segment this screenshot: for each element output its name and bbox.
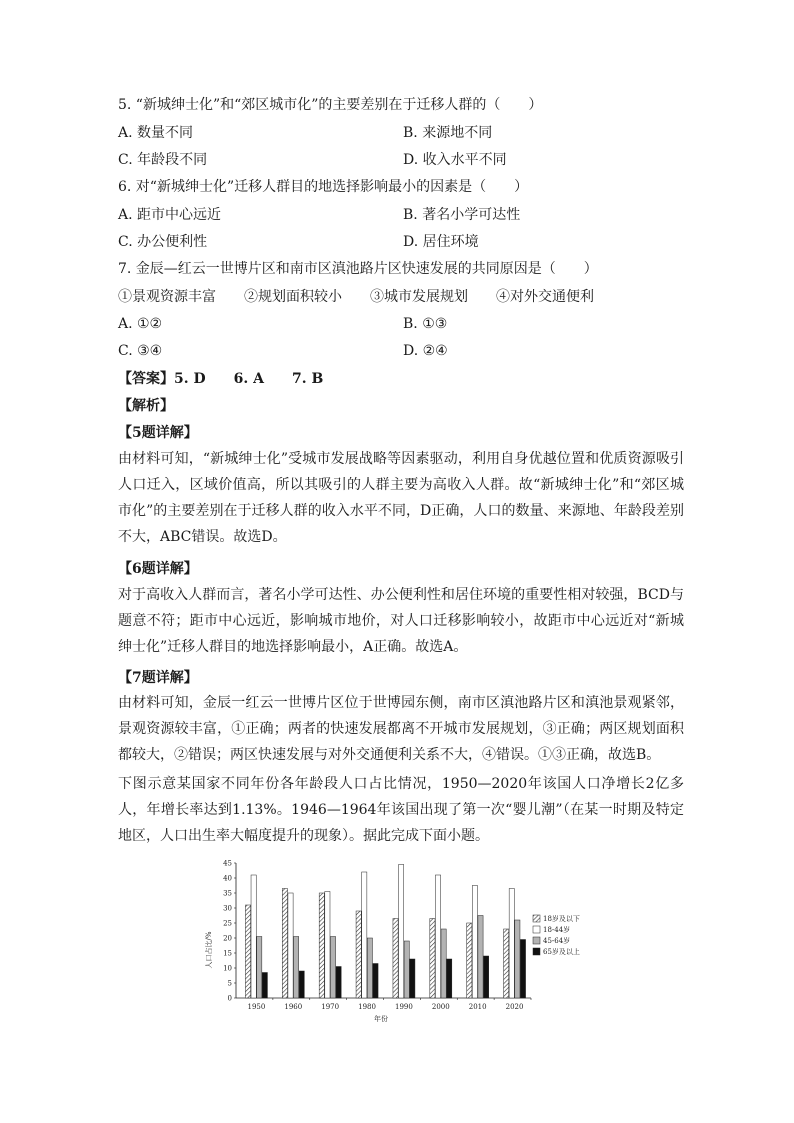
x-tick-label: 2010 xyxy=(468,1003,487,1011)
bar-2010-2 xyxy=(478,916,483,999)
question-7-option-c: C. ③④ xyxy=(118,343,163,359)
question-7-choices: ①景观资源丰富 ②规划面积较小 ③城市发展规划 ④对外交通便利 xyxy=(118,289,594,305)
legend-swatch xyxy=(533,937,540,944)
x-tick-label: 1970 xyxy=(321,1003,340,1011)
bar-1990-3 xyxy=(410,959,415,998)
bar-1990-1 xyxy=(399,865,404,999)
question-5-option-b: B. 来源地不同 xyxy=(403,125,493,141)
x-tick-label: 2000 xyxy=(431,1003,450,1011)
q5-heading: 【5题详解】 xyxy=(118,425,198,441)
question-5-option-c: C. 年龄段不同 xyxy=(118,152,208,168)
legend-label: 65岁及以上 xyxy=(543,948,580,956)
bar-2020-1 xyxy=(509,889,514,999)
question-7-option-d: D. ②④ xyxy=(403,343,448,359)
bar-1990-0 xyxy=(393,919,398,999)
y-tick-label: 20 xyxy=(223,934,232,943)
bar-1980-0 xyxy=(356,911,361,998)
bar-1960-1 xyxy=(288,893,293,998)
legend-swatch xyxy=(533,915,540,922)
question-7-stem: 7. 金辰—红云一世博片区和南市区滇池路片区快速发展的共同原因是（ ） xyxy=(118,261,598,277)
bar-1970-1 xyxy=(325,892,330,999)
y-tick-label: 5 xyxy=(227,979,232,988)
question-5-stem: 5. “新城绅士化”和“郊区城市化”的主要差别在于迁移人群的（ ） xyxy=(118,97,543,113)
question-5-option-a: A. 数量不同 xyxy=(118,125,194,141)
y-tick-label: 25 xyxy=(223,919,232,928)
legend-swatch xyxy=(533,948,540,955)
bar-1960-0 xyxy=(282,889,287,999)
bar-1970-3 xyxy=(336,967,341,999)
q7-explanation: 由材料可知，金辰一红云一世博片区位于世博园东侧，南市区滇池路片区和滇池景观紧邻，景观资源较丰富，①正确；两者的快速发展都离不开城市发展规划，③正确；两区规划面积都较大，②错误；两区快速发展与对外交通便利关系不大，④错误。①③正确，故选B。 xyxy=(118,695,684,763)
question-6-option-d: D. 居住环境 xyxy=(403,234,479,250)
bar-1980-3 xyxy=(373,964,378,999)
bar-2000-3 xyxy=(447,959,452,998)
bar-1980-1 xyxy=(362,872,367,998)
bar-2010-3 xyxy=(483,956,488,998)
bar-1970-2 xyxy=(330,937,335,999)
bar-2020-0 xyxy=(504,929,509,998)
bar-1980-2 xyxy=(367,938,372,998)
bar-1950-3 xyxy=(262,973,267,999)
question-6-stem: 6. 对“新城绅士化”迁移人群目的地选择影响最小的因素是（ ） xyxy=(118,179,529,195)
y-tick-label: 10 xyxy=(223,964,232,973)
y-axis-label: 人口占比/% xyxy=(205,931,213,969)
bar-1960-2 xyxy=(294,937,299,999)
q7-heading: 【7题详解】 xyxy=(118,670,198,686)
bar-1960-3 xyxy=(299,971,304,998)
bar-2000-1 xyxy=(435,875,440,998)
x-tick-label: 1990 xyxy=(395,1003,413,1011)
bar-1950-0 xyxy=(245,905,250,998)
x-tick-label: 2020 xyxy=(505,1003,524,1011)
bar-2020-3 xyxy=(520,940,525,999)
legend-label: 45-64岁 xyxy=(543,937,571,945)
question-5-option-d: D. 收入水平不同 xyxy=(403,152,507,168)
question-6-option-c: C. 办公便利性 xyxy=(118,234,208,250)
x-tick-label: 1950 xyxy=(247,1003,266,1011)
question-6-option-a: A. 距市中心远近 xyxy=(118,207,222,223)
bar-2000-0 xyxy=(430,919,435,999)
y-tick-label: 0 xyxy=(227,994,232,1003)
legend-swatch xyxy=(533,926,540,933)
q5-explanation: 由材料可知，“新城绅士化”受城市发展战略等因素驱动，利用自身优越位置和优质资源吸引人口迁入，区域价值高，所以其吸引的人群主要为高收入人群。故“新城绅士化”和“郊区城市化”的主要差别在于迁移人群的收入水平不同，D正确，人口的数量、来源地、年龄段差别不大，ABC错误。故选D。 xyxy=(118,451,684,545)
age-structure-bar-chart xyxy=(195,855,615,1025)
bar-2000-2 xyxy=(441,929,446,998)
bar-1950-2 xyxy=(257,937,262,999)
bar-1970-0 xyxy=(319,893,324,998)
y-tick-label: 40 xyxy=(223,874,232,883)
y-tick-label: 30 xyxy=(223,904,232,913)
bar-2010-1 xyxy=(472,886,477,999)
answer-line: 【答案】5. D 6. A 7. B xyxy=(118,371,324,387)
question-7-option-b: B. ①③ xyxy=(403,316,448,332)
x-tick-label: 1980 xyxy=(358,1003,376,1011)
bar-2010-0 xyxy=(467,923,472,998)
bar-1990-2 xyxy=(404,941,409,998)
bar-1950-1 xyxy=(251,875,256,998)
x-axis-label: 年份 xyxy=(374,1015,388,1023)
y-tick-label: 15 xyxy=(223,949,232,958)
analysis-heading: 【解析】 xyxy=(118,398,174,414)
y-tick-label: 45 xyxy=(223,859,232,868)
legend-label: 18岁及以下 xyxy=(543,915,580,923)
bar-2020-2 xyxy=(515,920,520,998)
intro-paragraph: 下图示意某国家不同年份各年龄段人口占比情况，1950—2020年该国人口净增长2亿多人，年增长率达到1.13%。1946—1964年该国出现了第一次“婴儿潮”（在某一时期及特定地区，人口出生率大幅度提升的现象）。据此完成下面小题。 xyxy=(118,776,684,844)
y-tick-label: 35 xyxy=(223,889,232,898)
question-6-option-b: B. 著名小学可达性 xyxy=(403,207,521,223)
q6-heading: 【6题详解】 xyxy=(118,561,198,577)
x-tick-label: 1960 xyxy=(284,1003,303,1011)
question-7-option-a: A. ①② xyxy=(118,316,163,332)
q6-explanation: 对于高收入人群而言，著名小学可达性、办公便利性和居住环境的重要性相对较强，BCD与题意不符；距市中心远近，影响城市地价，对人口迁移影响较小，故距市中心远近对“新城绅士化”迁移人群目的地选择影响最小，A正确。故选A。 xyxy=(118,587,684,655)
legend-label: 18-44岁 xyxy=(543,926,571,934)
